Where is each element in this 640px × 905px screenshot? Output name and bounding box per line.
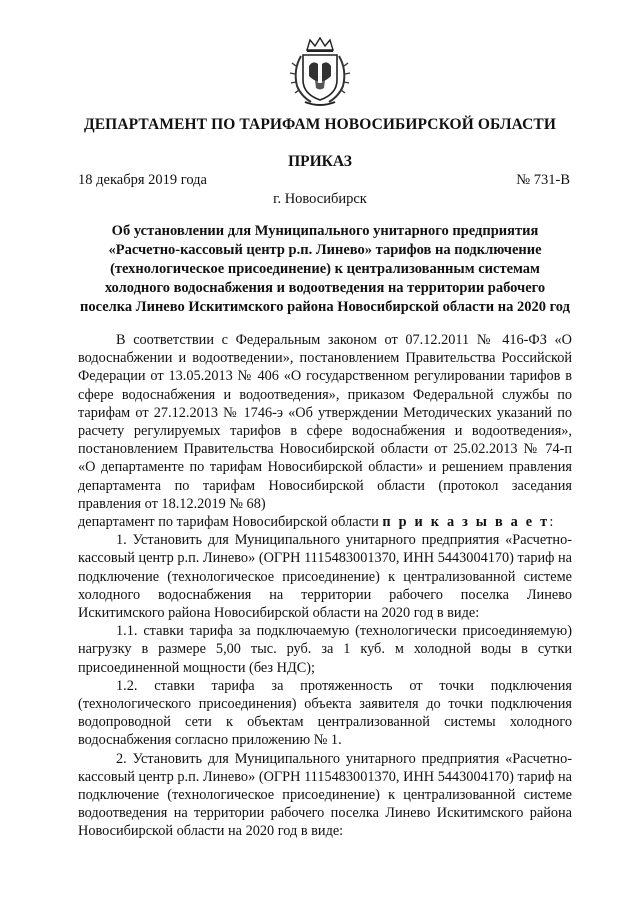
order-colon: : — [549, 514, 554, 531]
item-1-1-paragraph: 1.1. ставки тарифа за подключаемую (технологически присоединяемую) нагрузку в размере 5,00 тыс. руб. за 1 куб. м холодной воды в сутки присоединенной мощности (без НДС); — [78, 623, 572, 676]
document-title: Об установлении для Муниципального унитарного предприятия «Расчетно-кассовый центр р.п. Линево» тарифов на подключение (технологическое присоединение) к централизованным системам холодного водоснабжения и водоотведения на территории рабочего поселка Линево Искитимского района Новосибирской области на 2020 год — [80, 223, 570, 315]
order-intro: департамент по тарифам Новосибирской области — [78, 514, 379, 531]
document-number: № 731-В — [516, 172, 570, 188]
order-word: п р и к а з ы в а е т — [382, 514, 550, 531]
item-2-paragraph: 2. Установить для Муниципального унитарного предприятия «Расчетно-кассовый центр р.п. Линево» (ОГРН 1115483001370, ИНН 5443004170) тариф на подключение (технологическое присоединение) к централизованной системе водоотведения на территории рабочего поселка Линево Искитимского района Новосибирской области на 2020 год в виде: — [78, 750, 572, 840]
document-body — [78, 331, 572, 841]
document-type: ПРИКАЗ — [288, 153, 352, 170]
order-paragraph — [78, 513, 572, 531]
item-1-paragraph: 1. Установить для Муниципального унитарного предприятия «Расчетно-кассовый центр р.п. Линево» (ОГРН 1115483001370, ИНН 5443004170) тариф на подключение (технологическое присоединение) к централизованной системе холодного водоснабжения на территории рабочего поселка Линево Искитимского района Новосибирской области на 2020 год в виде: — [78, 532, 572, 622]
document-city: г. Новосибирск — [273, 191, 367, 207]
coat-of-arms-emblem — [289, 36, 351, 110]
department-title: ДЕПАРТАМЕНТ ПО ТАРИФАМ НОВОСИБИРСКОЙ ОБЛАСТИ — [83, 116, 557, 133]
preamble-paragraph: В соответствии с Федеральным законом от 07.12.2011 № 416-ФЗ «О водоснабжении и водоотведении», постановлением Правительства Российской Федерации от 13.05.2013 № 406 «О государственном регулировании тарифов в сфере водоснабжения и водоотведения», приказом Федеральной службы по тарифам от 27.12.2013 № 1746-э «Об утверждении Методических указаний по расчету регулируемых тарифов в сфере водоснабжения и водоотведения», постановлением Правительства Новосибирской области от 25.02.2013 № 74-п «О департаменте по тарифам Новосибирской области» и решением правления департамента по тарифам Новосибирской области (протокол заседания правления от 18.12.2019 № 68) — [78, 332, 572, 512]
item-1-2-paragraph: 1.2. ставки тарифа за протяженность от точки подключения (технологического присоединения) объекта заявителя до точки подключения водопроводной сети к объектам централизованной системы холодного водоснабжения согласно приложению № 1. — [78, 677, 572, 749]
document-date: 18 декабря 2019 года — [78, 172, 207, 188]
